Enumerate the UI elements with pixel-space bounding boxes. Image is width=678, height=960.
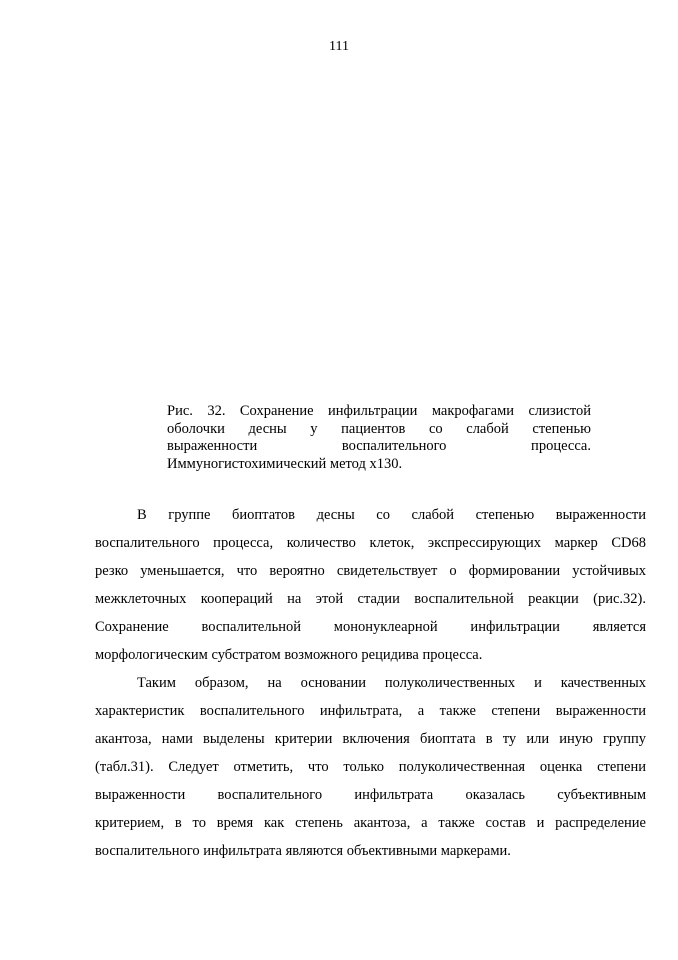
paragraph-line: критерием, в то время как степень акантоза, а также состав и распределение [95, 815, 646, 831]
paragraph-line: акантоза, нами выделены критерии включения биоптата в ту или иную группу [95, 731, 646, 747]
paragraph-line: выраженности воспалительного инфильтрата оказалась субъективным [95, 787, 646, 803]
paragraph-line: Сохранение воспалительной мононуклеарной инфильтрации является [95, 619, 646, 635]
paragraph-2 [95, 669, 646, 865]
paragraph-line: воспалительного процесса, количество клеток, экспрессирующих маркер CD68 [95, 535, 646, 551]
caption-line: Иммуногистохимический метод х130. [167, 455, 403, 472]
paragraph-line: межклеточных коопераций на этой стадии воспалительной реакции (рис.32). [95, 591, 646, 607]
paragraph-line: (табл.31). Следует отметить, что только полуколичественная оценка степени [95, 759, 646, 775]
paragraph-line: характеристик воспалительного инфильтрата, а также степени выраженности [95, 703, 646, 719]
paragraph-line: Таким образом, на основании полуколичественных и качественных [137, 675, 646, 691]
paragraph-line: морфологическим субстратом возможного рецидива процесса. [95, 647, 483, 663]
paragraph-1 [95, 501, 646, 669]
paragraph-line: воспалительного инфильтрата являются объективными маркерами. [95, 843, 511, 859]
figure-placeholder [167, 70, 591, 400]
paragraph-line: резко уменьшается, что вероятно свидетельствует о формировании устойчивых [95, 563, 646, 579]
caption-line: выраженности воспалительного процесса. [167, 438, 591, 454]
caption-line: оболочки десны у пациентов со слабой степенью [167, 420, 591, 437]
figure-caption [167, 403, 591, 473]
caption-line: Рис. 32. Сохранение инфильтрации макрофагами слизистой [167, 403, 591, 419]
paragraph-line: В группе биоптатов десны со слабой степенью выраженности [137, 507, 646, 523]
page-number: 111 [329, 39, 349, 54]
